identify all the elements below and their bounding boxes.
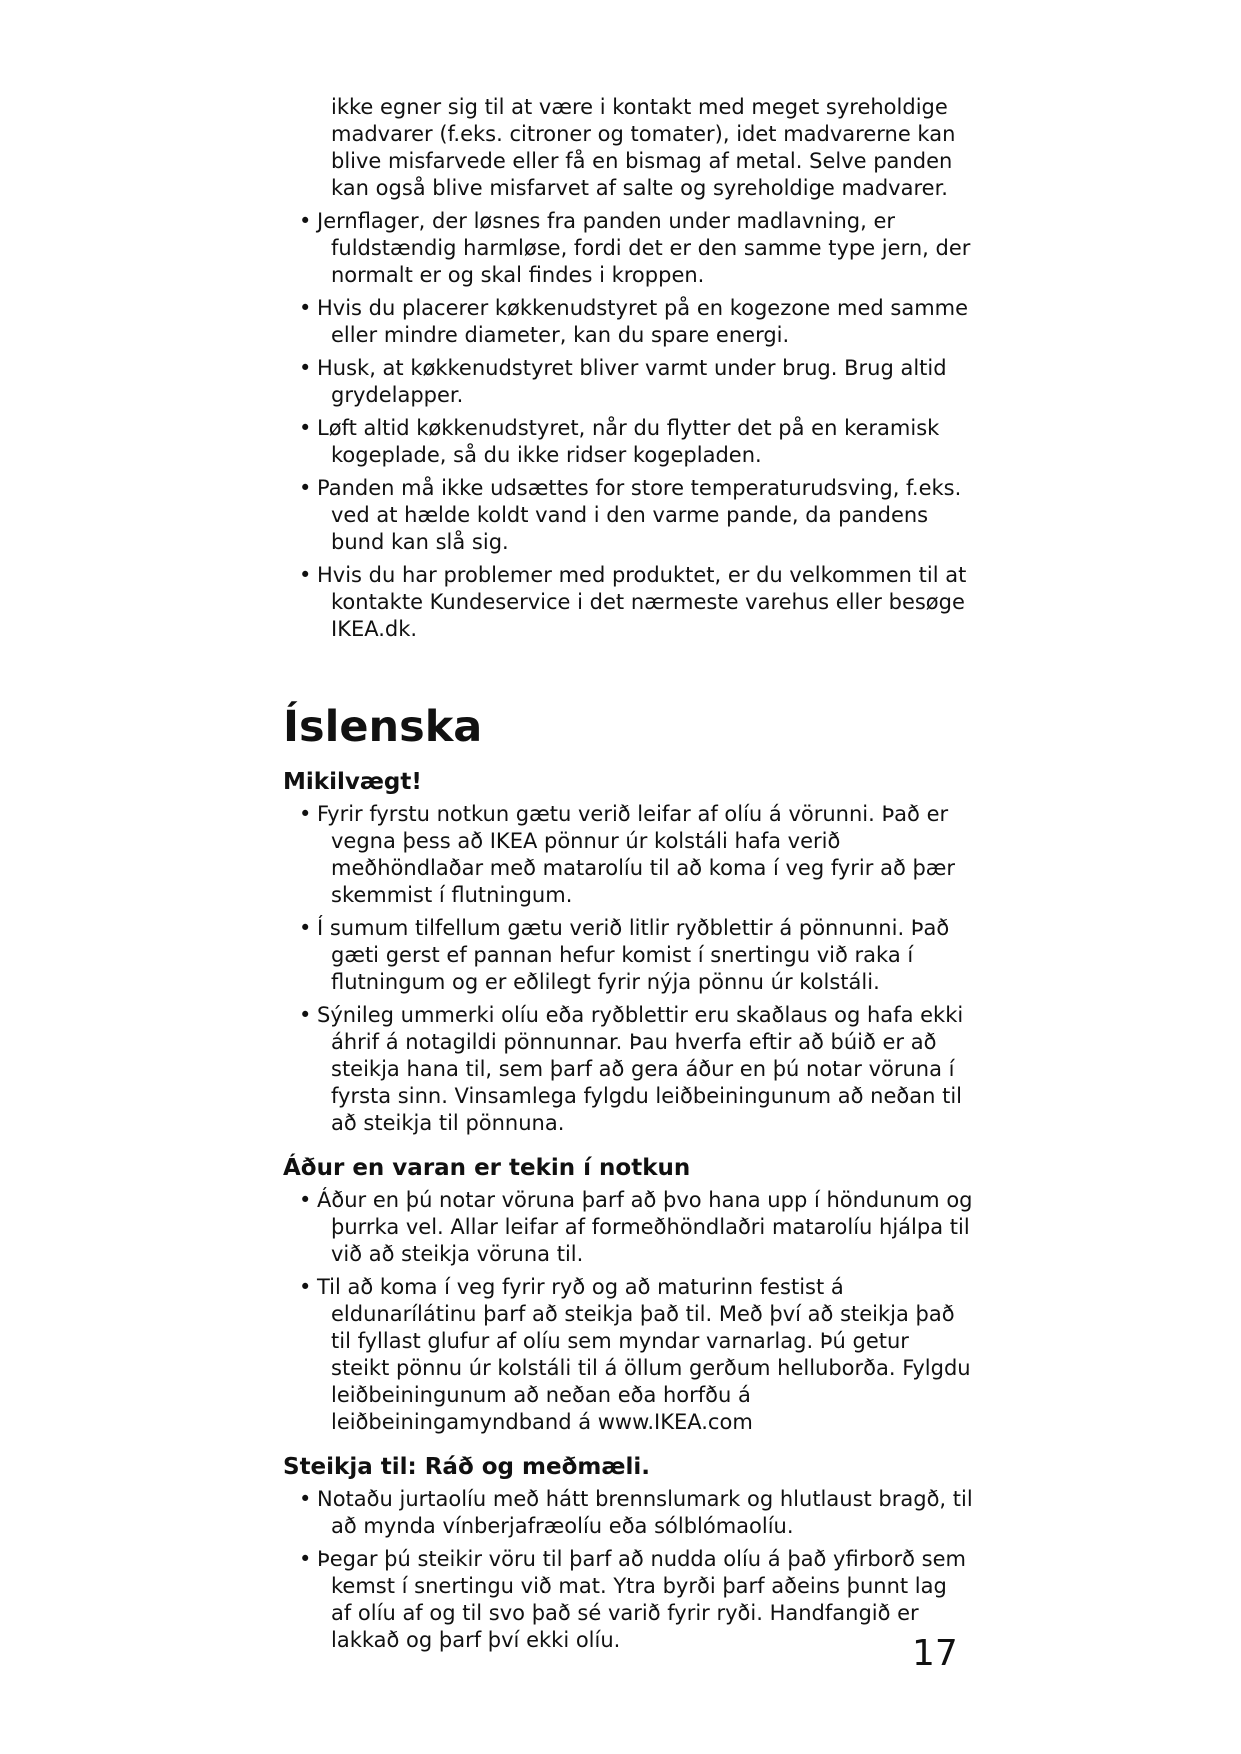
list-item: • Hvis du har problemer med produktet, er du velkommen til at kontakte Kundeservice i det nærmeste varehus eller besøge IKEA.dk. xyxy=(283,562,973,643)
danish-bullet-list xyxy=(283,208,973,643)
list-item: • Í sumum tilfellum gætu verið litlir ryðblettir á pönnunni. Það gæti gerst ef pannan hefur komist í snertingu við raka í flutningum og er eðlilegt fyrir nýja pönnu úr kolstáli. xyxy=(283,915,973,996)
list-item: • Til að koma í veg fyrir ryð og að maturinn festist á eldunarílátinu þarf að steikja það til. Með því að steikja það til fyllast glufur af olíu sem myndar varnarlag. Þú getur steikt pönnu úr kolstáli til á öllum gerðum helluborða. Fylgdu leiðbeiningunum að neðan eða horfðu á leiðbeiningamyndband á www.IKEA.com xyxy=(283,1274,973,1436)
language-title: Íslenska xyxy=(283,702,483,752)
list-item: • Notaðu jurtaolíu með hátt brennslumark og hlutlaust bragð, til að mynda vínberjafræolíu eða sólblómaolíu. xyxy=(283,1486,973,1540)
danish-intro-continuation: ikke egner sig til at være i kontakt med meget syreholdige madvarer (f.eks. citroner og tomater), idet madvarerne kan blive misfarvede eller få en bismag af metal. Selve panden kan også blive misfarvet af salte og syreholdige madvarer. xyxy=(331,95,956,200)
before-use-heading: Áður en varan er tekin í notkun xyxy=(283,1155,691,1181)
before-use-bullet-list xyxy=(283,1187,973,1436)
list-item: • Panden må ikke udsættes for store temperaturudsving, f.eks. ved at hælde koldt vand i den varme pande, da pandens bund kan slå sig. xyxy=(283,475,973,556)
list-item: • Sýnileg ummerki olíu eða ryðblettir eru skaðlaus og hafa ekki áhrif á notagildi pönnunnar. Þau hverfa eftir að búið er að steikja hana til, sem þarf að gera áður en þú notar vöruna í fyrsta sinn. Vinsamlega fylgdu leiðbeiningunum að neðan til að steikja til pönnuna. xyxy=(283,1002,973,1137)
list-item: • Fyrir fyrstu notkun gætu verið leifar af olíu á vörunni. Það er vegna þess að IKEA pönnur úr kolstáli hafa verið meðhöndlaðar með matarolíu til að koma í veg fyrir að þær skemmist í flutningum. xyxy=(283,801,973,909)
page-content xyxy=(283,94,973,1660)
page-number: 17 xyxy=(912,1633,958,1674)
important-bullet-list xyxy=(283,801,973,1137)
list-item: • Hvis du placerer køkkenudstyret på en kogezone med samme eller mindre diameter, kan du spare energi. xyxy=(283,295,973,349)
list-item: • Þegar þú steikir vöru til þarf að nudda olíu á það yfirborð sem kemst í snertingu við mat. Ytra byrði þarf aðeins þunnt lag af olíu af og til svo það sé varið fyrir ryði. Handfangið er lakkað og þarf því ekki olíu. xyxy=(283,1546,973,1654)
important-heading: Mikilvægt! xyxy=(283,769,422,795)
list-item: • Husk, at køkkenudstyret bliver varmt under brug. Brug altid grydelapper. xyxy=(283,355,973,409)
seasoning-heading: Steikja til: Ráð og meðmæli. xyxy=(283,1454,650,1480)
list-item: • Løft altid køkkenudstyret, når du flytter det på en keramisk kogeplade, så du ikke ridser kogepladen. xyxy=(283,415,973,469)
list-item: • Jernflager, der løsnes fra panden under madlavning, er fuldstændig harmløse, fordi det er den samme type jern, der normalt er og skal findes i kroppen. xyxy=(283,208,973,289)
seasoning-bullet-list xyxy=(283,1486,973,1654)
list-item: • Áður en þú notar vöruna þarf að þvo hana upp í höndunum og þurrka vel. Allar leifar af formeðhöndlaðri matarolíu hjálpa til við að steikja vöruna til. xyxy=(283,1187,973,1268)
